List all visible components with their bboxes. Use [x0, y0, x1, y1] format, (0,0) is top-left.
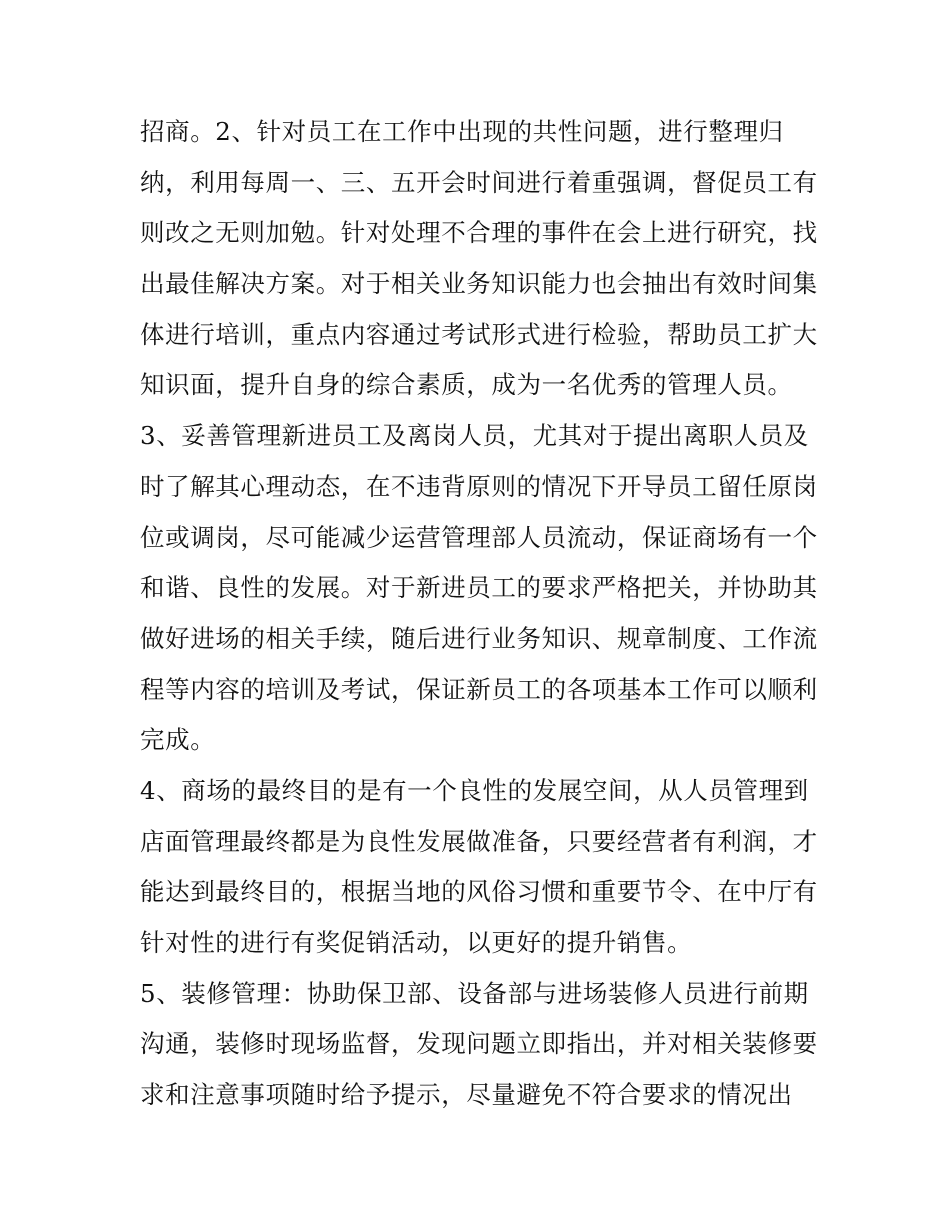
text-line: 时了解其心理动态，在不违背原则的情况下开导员工留任原岗	[140, 471, 818, 501]
text-line: 4、商场的最终目的是有一个良性的发展空间，从人员管理到	[140, 775, 809, 805]
text-line: 5、装修管理：协助保卫部、设备部与进场装修人员进行前期	[140, 978, 809, 1008]
text-line: 针对性的进行有奖促销活动，以更好的提升销售。	[140, 928, 693, 957]
text-line: 招商。2、针对员工在工作中出现的共性问题，进行整理归	[140, 117, 784, 146]
text-line: 3、妥善管理新进员工及离岗人员，尤其对于提出离职人员及	[140, 421, 809, 451]
text-line: 纳，利用每周一、三、五开会时间进行着重强调，督促员工有	[140, 167, 818, 197]
text-line: 店面管理最终都是为良性发展做准备，只要经营者有利润，才	[140, 826, 818, 856]
text-line: 体进行培训，重点内容通过考试形式进行检验，帮助员工扩大	[140, 319, 818, 349]
text-line: 求和注意事项随时给予提示，尽量避免不符合要求的情况出	[140, 1080, 793, 1110]
text-line: 和谐、良性的发展。对于新进员工的要求严格把关，并协助其	[140, 573, 818, 603]
text-line: 完成。	[140, 725, 216, 755]
text-line: 出最佳解决方案。对于相关业务知识能力也会抽出有效时间集	[140, 269, 818, 299]
text-line: 做好进场的相关手续，随后进行业务知识、规章制度、工作流	[140, 623, 818, 653]
text-line: 知识面，提升自身的综合素质，成为一名优秀的管理人员。	[140, 370, 793, 400]
text-line: 位或调岗，尽可能减少运营管理部人员流动，保证商场有一个	[140, 522, 818, 552]
text-line: 能达到最终目的，根据当地的风俗习惯和重要节令、在中厅有	[140, 877, 818, 907]
document-body	[140, 107, 820, 1121]
text-line: 沟通，装修时现场监督，发现问题立即指出，并对相关装修要	[140, 1029, 818, 1059]
text-line: 则改之无则加勉。针对处理不合理的事件在会上进行研究，找	[140, 218, 818, 248]
text-line: 程等内容的培训及考试，保证新员工的各项基本工作可以顺利	[140, 674, 818, 704]
